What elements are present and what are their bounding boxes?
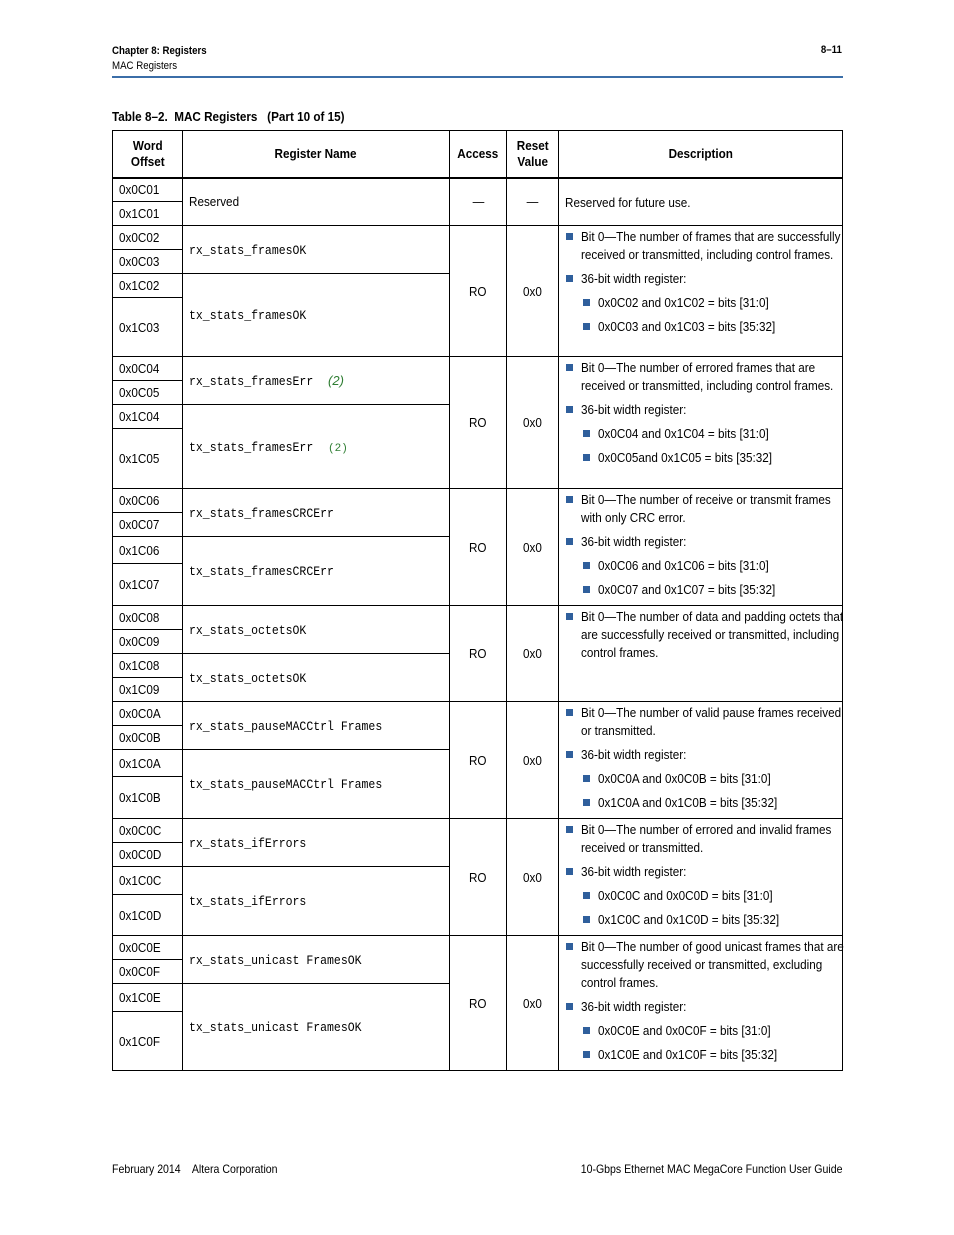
reset-value-cell: 0x0 — [507, 936, 559, 1071]
square-bullet-icon — [583, 1051, 590, 1058]
table-row — [113, 819, 843, 843]
register-name: rx_stats_framesErr — [189, 374, 314, 389]
access-cell: RO — [450, 357, 507, 489]
square-bullet-icon — [583, 323, 590, 330]
bullet-item: 36-bit width register: — [565, 533, 836, 551]
reset-value-cell: 0x0 — [507, 606, 559, 702]
register-name: tx_stats_framesCRCErr — [189, 565, 334, 579]
register-name: tx_stats_octetsOK — [189, 671, 307, 686]
register-name: rx_stats_octetsOK — [189, 623, 307, 638]
square-bullet-icon — [583, 799, 590, 806]
access-cell: RO — [450, 819, 507, 936]
word-offset-cell: 0x1C0E — [113, 984, 183, 1012]
access-cell: RO — [450, 606, 507, 702]
word-offset-cell: 0x0C0E — [113, 936, 183, 960]
sub-bullet-item: 0x0C06 and 0x1C06 = bits [31:0] — [565, 557, 836, 575]
square-bullet-icon — [566, 826, 573, 833]
sub-bullet-item: 0x0C07 and 0x1C07 = bits [35:32] — [565, 581, 836, 599]
bullet-item: Bit 0—The number of frames that are successfully received or transmitted, including control frames. — [565, 228, 836, 264]
word-offset-cell: 0x0C06 — [113, 489, 183, 513]
register-name-cell — [183, 489, 450, 537]
chapter-title: Chapter 8: Registers — [112, 45, 207, 57]
bullet-item: 36-bit width register: — [565, 863, 836, 881]
word-offset-cell: 0x1C0A — [113, 750, 183, 777]
register-name: rx_stats_ifErrors — [189, 836, 307, 851]
square-bullet-icon — [566, 1003, 573, 1010]
description-cell — [559, 936, 843, 1071]
header-access: Access — [450, 131, 507, 178]
square-bullet-icon — [566, 868, 573, 875]
register-name-cell — [183, 984, 450, 1071]
square-bullet-icon — [566, 496, 573, 503]
sub-bullet-item: 0x0C0A and 0x0C0B = bits [31:0] — [565, 770, 836, 788]
register-name: tx_stats_framesErr — [189, 440, 314, 455]
reset-value-cell: 0x0 — [507, 702, 559, 819]
register-name-cell — [183, 654, 450, 702]
running-header — [112, 44, 207, 74]
reset-value-cell: 0x0 — [507, 819, 559, 936]
table-row — [113, 702, 843, 726]
register-name-cell — [183, 357, 450, 405]
table-caption: Table 8–2. MAC Registers (Part 10 of 15) — [112, 109, 345, 124]
header-rule — [112, 76, 843, 78]
square-bullet-icon — [566, 943, 573, 950]
word-offset-cell: 0x1C09 — [113, 678, 183, 702]
page-number: 8–11 — [820, 44, 842, 56]
footer-date-company: February 2014 Altera Corporation — [112, 1162, 278, 1176]
bullet-item: Bit 0—The number of valid pause frames received or transmitted. — [565, 704, 836, 740]
register-name: tx_stats_unicast FramesOK — [189, 1021, 362, 1035]
word-offset-cell: 0x0C07 — [113, 513, 183, 537]
reset-value-cell: 0x0 — [507, 226, 559, 357]
square-bullet-icon — [566, 275, 573, 282]
register-name: tx_stats_framesOK — [189, 309, 307, 323]
square-bullet-icon — [566, 364, 573, 371]
header-word-offset: Word Offset — [113, 131, 183, 178]
description-cell — [559, 489, 843, 606]
table-row — [113, 226, 843, 250]
sub-bullet-item: 0x0C02 and 0x1C02 = bits [31:0] — [565, 294, 836, 312]
square-bullet-icon — [566, 233, 573, 240]
word-offset-cell: 0x0C01 — [113, 178, 183, 202]
register-name-cell — [183, 274, 450, 357]
bullet-item: Bit 0—The number of errored and invalid frames received or transmitted. — [565, 821, 836, 857]
register-name-cell: Reserved — [183, 178, 450, 226]
square-bullet-icon — [566, 709, 573, 716]
bullet-item: 36-bit width register: — [565, 998, 836, 1016]
word-offset-cell: 0x1C0B — [113, 777, 183, 819]
bullet-item: Bit 0—The number of receive or transmit frames with only CRC error. — [565, 491, 836, 527]
register-name-cell — [183, 537, 450, 606]
reset-value-cell: — — [507, 178, 559, 226]
register-name-cell — [183, 226, 450, 274]
word-offset-cell: 0x0C0A — [113, 702, 183, 726]
register-name-cell — [183, 606, 450, 654]
bullet-item: Bit 0—The number of data and padding octets that are successfully received or transmitted, including control frames. — [565, 608, 836, 662]
section-title: MAC Registers — [112, 60, 178, 72]
register-name: rx_stats_pauseMACCtrl Frames — [189, 719, 383, 734]
description-cell — [559, 702, 843, 819]
square-bullet-icon — [583, 586, 590, 593]
register-name-cell — [183, 867, 450, 936]
table-row — [113, 357, 843, 381]
register-name: tx_stats_pauseMACCtrl Frames — [189, 778, 383, 792]
word-offset-cell: 0x1C0D — [113, 895, 183, 936]
square-bullet-icon — [583, 916, 590, 923]
access-cell: RO — [450, 226, 507, 357]
word-offset-cell: 0x0C0C — [113, 819, 183, 843]
description-cell — [559, 606, 843, 702]
word-offset-cell: 0x0C05 — [113, 381, 183, 405]
sub-bullet-item: 0x0C0C and 0x0C0D = bits [31:0] — [565, 887, 836, 905]
word-offset-cell: 0x1C0F — [113, 1012, 183, 1071]
access-cell: RO — [450, 936, 507, 1071]
square-bullet-icon — [583, 562, 590, 569]
word-offset-cell: 0x1C05 — [113, 429, 183, 489]
register-name: tx_stats_ifErrors — [189, 895, 307, 909]
word-offset-cell: 0x0C08 — [113, 606, 183, 630]
sub-bullet-item: 0x0C03 and 0x1C03 = bits [35:32] — [565, 318, 836, 336]
square-bullet-icon — [583, 454, 590, 461]
footnote-reference: (2) — [328, 442, 348, 455]
table-header-row — [113, 131, 843, 178]
word-offset-cell: 0x0C09 — [113, 630, 183, 654]
square-bullet-icon — [583, 1027, 590, 1034]
square-bullet-icon — [583, 892, 590, 899]
description-cell — [559, 819, 843, 936]
word-offset-cell: 0x0C0B — [113, 726, 183, 750]
square-bullet-icon — [566, 538, 573, 545]
bullet-item: 36-bit width register: — [565, 270, 836, 288]
square-bullet-icon — [583, 430, 590, 437]
header-register-name: Register Name — [183, 131, 450, 178]
header-description: Description — [559, 131, 843, 178]
square-bullet-icon — [583, 775, 590, 782]
word-offset-cell: 0x1C0C — [113, 867, 183, 895]
bullet-item: Bit 0—The number of good unicast frames that are successfully received or transmitted, excluding control frames. — [565, 938, 836, 992]
word-offset-cell: 0x1C07 — [113, 564, 183, 606]
square-bullet-icon — [583, 299, 590, 306]
word-offset-cell: 0x0C02 — [113, 226, 183, 250]
register-name-cell — [183, 819, 450, 867]
word-offset-cell: 0x1C06 — [113, 537, 183, 564]
square-bullet-icon — [566, 613, 573, 620]
word-offset-cell: 0x1C08 — [113, 654, 183, 678]
word-offset-cell: 0x1C04 — [113, 405, 183, 429]
table-row — [113, 489, 843, 513]
register-name-cell — [183, 750, 450, 819]
word-offset-cell: 0x1C03 — [113, 298, 183, 357]
word-offset-cell: 0x0C0D — [113, 843, 183, 867]
footnote-reference: (2) — [328, 372, 344, 388]
mac-registers-table — [112, 130, 843, 1071]
register-name-cell — [183, 405, 450, 489]
register-name: rx_stats_framesCRCErr — [189, 506, 334, 521]
description-cell — [559, 357, 843, 489]
sub-bullet-item: 0x1C0C and 0x1C0D = bits [35:32] — [565, 911, 836, 929]
word-offset-cell: 0x1C02 — [113, 274, 183, 298]
header-reset-value: Reset Value — [507, 131, 559, 178]
reset-value-cell: 0x0 — [507, 357, 559, 489]
sub-bullet-item: 0x0C0E and 0x0C0F = bits [31:0] — [565, 1022, 836, 1040]
footer-document-title: 10-Gbps Ethernet MAC MegaCore Function User Guide — [580, 1162, 842, 1176]
register-name: rx_stats_framesOK — [189, 243, 307, 258]
square-bullet-icon — [566, 751, 573, 758]
description-cell — [559, 226, 843, 357]
reset-value-cell: 0x0 — [507, 489, 559, 606]
register-name: rx_stats_unicast FramesOK — [189, 953, 362, 968]
bullet-item: 36-bit width register: — [565, 401, 836, 419]
access-cell: RO — [450, 702, 507, 819]
table-row — [113, 178, 843, 202]
access-cell: — — [450, 178, 507, 226]
sub-bullet-item: 0x1C0E and 0x1C0F = bits [35:32] — [565, 1046, 836, 1064]
table-row — [113, 936, 843, 960]
word-offset-cell: 0x0C0F — [113, 960, 183, 984]
word-offset-cell: 0x0C03 — [113, 250, 183, 274]
register-name-cell — [183, 936, 450, 984]
word-offset-cell: 0x0C04 — [113, 357, 183, 381]
word-offset-cell: 0x1C01 — [113, 202, 183, 226]
sub-bullet-item: 0x0C04 and 0x1C04 = bits [31:0] — [565, 425, 836, 443]
bullet-item: 36-bit width register: — [565, 746, 836, 764]
square-bullet-icon — [566, 406, 573, 413]
register-name-cell — [183, 702, 450, 750]
description-cell: Reserved for future use. — [559, 178, 843, 226]
sub-bullet-item: 0x1C0A and 0x1C0B = bits [35:32] — [565, 794, 836, 812]
table-row — [113, 606, 843, 630]
bullet-item: Bit 0—The number of errored frames that are received or transmitted, including control frames. — [565, 359, 836, 395]
access-cell: RO — [450, 489, 507, 606]
sub-bullet-item: 0x0C05and 0x1C05 = bits [35:32] — [565, 449, 836, 467]
